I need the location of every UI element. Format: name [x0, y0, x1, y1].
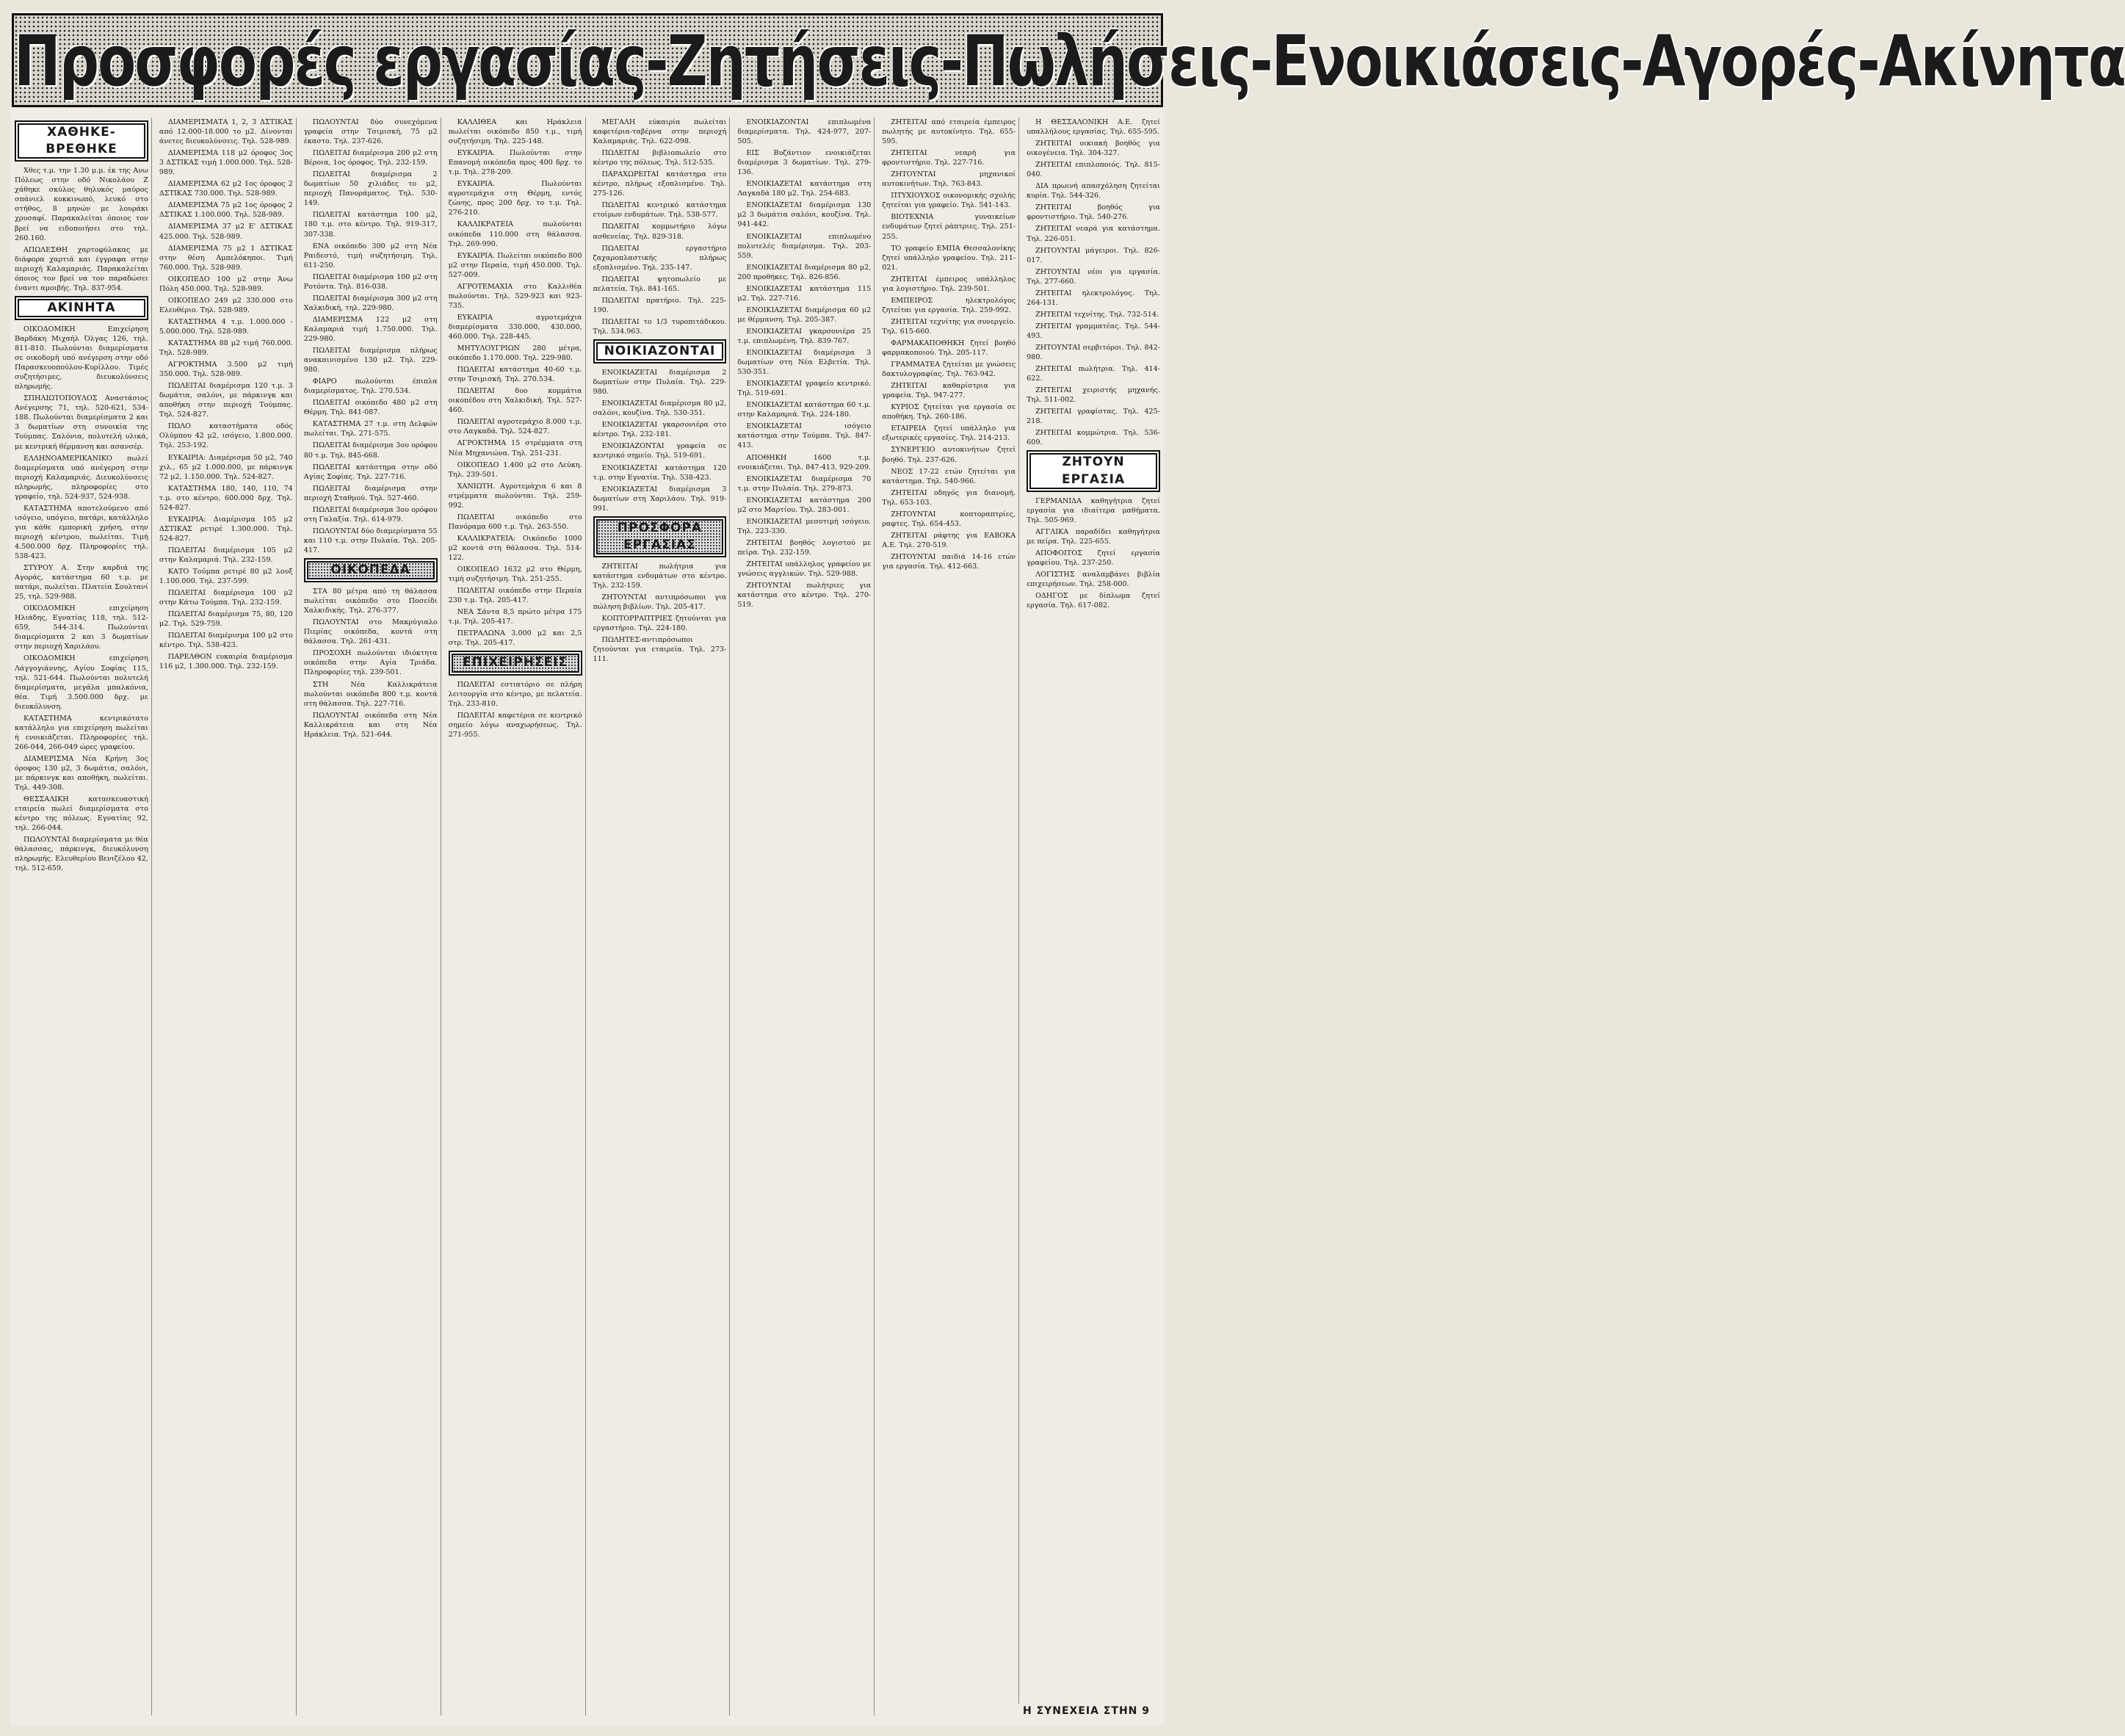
- classified-ad: ΠΩΛΕΙΤΑΙ βιβλιοπωλείο στο κέντρο της πόλεως. Τηλ. 512-535.: [593, 149, 727, 167]
- classified-ad: ΔΙΑΜΕΡΙΣΜΑ 122 μ2 στη Καλαμαριά τιμή 1.750.000. Τηλ. 229-980.: [303, 315, 438, 343]
- classified-ad: ΖΗΤΟΥΝΤΑΙ μηχανικοί αυτοκινήτων. Τηλ. 763-843.: [882, 170, 1016, 189]
- classified-ad: ΠΩΛΕΙΤΑΙ διαμέρισμα 200 μ2 στη Βέροια, 1ος όροφος. Τηλ. 232-159.: [303, 149, 438, 167]
- classified-ad: ΕΥΚΑΙΡΙΑ: Διαμέρισμα 105 μ2 ΔΣΤΙΚΑΣ ρετιρέ 1.300.000. Τηλ. 524-827.: [159, 515, 293, 543]
- classified-ad: ΑΓΓΛΙΚΑ παραδίδει καθηγήτρια με πείρα. Τηλ. 225-655.: [1027, 527, 1160, 546]
- classified-ad: ΠΩΛΕΙΤΑΙ διαμέρισμα 3ου ορόφου 80 τ.μ. Τηλ. 845-668.: [303, 441, 438, 460]
- classified-ad: ΠΩΛΕΙΤΑΙ δυο κομμάτια οικοπέδου στη Χαλκιδική. Τηλ. 527-460.: [448, 387, 582, 415]
- column-5: [590, 117, 731, 1715]
- classified-ad: ΕΥΚΑΙΡΙΑ. Πωλούνται αγροτεμάχια στη Θέρμη, εντός ζώνης, προς 200 δρχ. το τ.μ. Τηλ. 276-210.: [448, 180, 582, 217]
- classified-ad: ΖΗΤΟΥΝΤΑΙ παιδιά 14-16 ετών για εργασία. Τηλ. 412-663.: [882, 552, 1016, 571]
- classified-ad: ΠΩΛΕΙΤΑΙ διαμέρισμα 75, 80, 120 μ2. Τηλ. 529-759.: [159, 610, 293, 629]
- classified-ad: ΣΤΥΡΟΥ Α. Στην καρδιά της Αγοράς, κατάστημα 60 τ.μ. με πατάρι, πωλείται. Πλατεία Σουλτανί 25, τηλ. 529-988.: [15, 564, 148, 601]
- classified-ad: ΠΩΛΕΙΤΑΙ κατάστημα 100 μ2, 180 τ.μ. στο κέντρο. Τηλ. 919-317, 307-338.: [303, 211, 438, 239]
- classified-ad: ΖΗΤΟΥΝΤΑΙ σερβιτόροι. Τηλ. 842-980.: [1027, 343, 1160, 362]
- classified-ad: ΕΝΟΙΚΙΑΖΕΤΑΙ κατάστημα στη Λαγκαδά 180 μ2. Τηλ. 254-683.: [737, 180, 872, 198]
- classified-ad: ΝΕΟΣ 17-22 ετών ζητείται για κατάστημα. Τηλ. 540-966.: [882, 467, 1016, 485]
- classified-ad: ΟΙΚΟΠΕΔΟ 100 μ2 στην Άνω Πόλη 450.000. Τηλ. 528-989.: [159, 275, 293, 293]
- classified-ad: ΖΗΤΟΥΝΤΑΙ αντιπρόσωποι για πώληση βιβλίων. Τηλ. 205-417.: [593, 593, 727, 612]
- classified-ad: ΑΠΩΛΕΣΘΗ χαρτοφύλακας με διάφορα χαρτιά και έγγραφα στην περιοχή Καλαμαριάς. Παρακαλείται όποιος τον βρεί να τον παραδώσει έναντι αμοιβής. Τηλ. 837-954.: [15, 245, 148, 292]
- classified-ad: ΚΑΤΑΣΤΗΜΑ 180, 140, 110, 74 τ.μ. στο κέντρο, 600.000 δρχ. Τηλ. 524-827.: [159, 484, 293, 512]
- classified-ad: Η ΘΕΣΣΑΛΟΝΙΚΗ Α.Ε. ζητεί υπαλλήλους εργασίας. Τηλ. 655-595.: [1027, 118, 1160, 137]
- classified-ad: ΚΑΤΟ Τούμπα ρετιρέ 80 μ2 λουξ 1.100.000. Τηλ. 237-599.: [159, 568, 293, 586]
- classified-ad: ΠΩΛΕΙΤΑΙ διαμέρισμα στην περιοχή Σταθμού. Τηλ. 527-460.: [303, 484, 438, 502]
- classified-ad: ΖΗΤΟΥΝΤΑΙ πωλήτριες για κατάστημα στο κέντρο. Τηλ. 270-519.: [737, 582, 872, 610]
- classified-ad: ΖΗΤΕΙΤΑΙ οικιακή βοηθός για οικογένεια. Τηλ. 304-327.: [1027, 140, 1160, 158]
- classified-ad: ΕΝΟΙΚΙΑΖΕΤΑΙ διαμέρισμα 80 μ2, σαλόνι, κουζίνα. Τηλ. 530-351.: [593, 399, 727, 418]
- classified-ad: ΟΙΚΟΠΕΔΟ 1632 μ2 στο Θέρμη, τιμή συζητήσιμη. Τηλ. 251-255.: [448, 565, 582, 584]
- classified-ad: ΕΤΑΙΡΕΙΑ ζητεί υπάλληλο για εξωτερικές εργασίες. Τηλ. 214-213.: [882, 424, 1016, 443]
- classified-ad: ΚΟΠΤΟΡΡΑΠΤΡΙΕΣ ζητούνται για εργαστήριο. Τηλ. 224-180.: [593, 615, 727, 633]
- classified-ad: ΟΙΚΟΔΟΜΙΚΗ επιχείρηση Ηλιάδης, Εγνατίας 118, τηλ. 512-659, 544-314. Πωλούνται διαμερίσματα 2 και 3 δωματίων στην περιοχή Χαριλάου.: [15, 604, 148, 651]
- classified-ad: ΧΑΝΙΩΤΗ. Αγροτεμάχια 6 και 8 στρέμματα πωλούνται. Τηλ. 259-992.: [448, 482, 582, 510]
- classified-ad: ΠΩΛΟΥΝΤΑΙ οικόπεδα στη Νέα Καλλικράτεια και στη Νέα Ηράκλεια. Τηλ. 521-644.: [303, 711, 438, 739]
- classified-ad: ΖΗΤΕΙΤΑΙ επιπλοποιός. Τηλ. 815-040.: [1027, 161, 1160, 179]
- classified-ad: ΟΙΚΟΔΟΜΙΚΗ επιχείρηση Λάγγογιάννης, Αγίου Σοφίας 115, τηλ. 521-644. Πωλούνται πολυτελή διαμερίσματα, μεγάλα μπαλκόνια, θέα. Τιμή 3.500.000 δρχ. με διευκόλυνση.: [15, 654, 148, 711]
- classified-ad: ΖΗΤΕΙΤΑΙ ράφτης για ΕΑΒΟΚΑ Α.Ε. Τηλ. 270-519.: [882, 531, 1016, 549]
- classified-ad: ΠΩΛΕΙΤΑΙ διαμέρισμα πλήρως ανακαινισμένο 130 μ2. Τηλ. 229-980.: [303, 347, 438, 375]
- classified-ad: ΠΩΛΕΙΤΑΙ διαμέρισμα 3ου ορόφου στη Γαλαξία. Τηλ. 614-979.: [303, 505, 438, 524]
- classified-ad: ΛΟΓΙΣΤΗΣ αναλαμβάνει βιβλία επιχειρήσεων. Τηλ. 258-000.: [1027, 571, 1160, 589]
- classified-ad: ΠΩΛΕΙΤΑΙ οικόπεδο στην Περαία 230 τ.μ. Τηλ. 205-417.: [448, 587, 582, 605]
- classified-ad: ΠΩΛΕΙΤΑΙ αγροτεμάχιο 8.000 τ.μ. στο Λαγκαδά. Τηλ. 524-827.: [448, 418, 582, 436]
- classified-ad: ΕΝΟΙΚΙΑΖΕΤΑΙ διαμέρισμα 70 τ.μ. στην Πυλαία. Τηλ. 279-873.: [737, 474, 872, 493]
- classified-ad: ΑΠΟΦΟΙΤΟΣ ζητεί εργασία γραφείου. Τηλ. 237-250.: [1027, 549, 1160, 567]
- classified-ad: ΚΑΛΛΙΚΡΑΤΕΙΑ πωλούνται οικόπεδα 110.000 στη θάλασσα. Τηλ. 269-990.: [448, 220, 582, 248]
- classified-ad: ΠΩΛΕΙΤΑΙ κομμωτήριο λόγω ασθενείας. Τηλ. 829-318.: [593, 223, 727, 241]
- classified-ad: ΖΗΤΕΙΤΑΙ νεαρή για φροντιστήριο. Τηλ. 227-716.: [882, 149, 1016, 167]
- classified-ad: Χθες τ.μ. την 1.30 μ.μ. έκ της Ανω Πόλεως στην οδό Νικολάου Ζ χάθηκε σκύλος θηλυκός μαύρος σπάνιελ κοκκινωπό, λευκό στο στήθος, 8 μηνών με λουράκι χρυσαφί. Παρακαλείται όποιος τον βρεί να ειδοποιήσει στο τηλ. 260.160.: [15, 167, 148, 242]
- classified-ad: ΔΙΑ πρωινή απασχόληση ζητείται κυρία. Τηλ. 544-326.: [1027, 182, 1160, 200]
- section-header: ΝΟΙΚΙΑΖΟΝΤΑΙ: [593, 339, 727, 364]
- classified-ad: ΖΗΤΕΙΤΑΙ τεχνίτης για συνεργείο. Τηλ. 615-660.: [882, 317, 1016, 336]
- classified-ad: ΔΙΑΜΕΡΙΣΜΑ Νέα Κρήνη 3ος όροφος 130 μ2, 3 δωμάτια, σαλόνι, με πάρκινγκ και αποθήκη, πωλείται. Τηλ. 449-308.: [15, 754, 148, 792]
- classified-ad: ΖΗΤΕΙΤΑΙ κομμώτρια. Τηλ. 536-609.: [1027, 429, 1160, 447]
- classified-ad: ΓΕΡΜΑΝΙΔΑ καθηγήτρια ζητεί εργασία για ιδιαίτερα μαθήματα. Τηλ. 505-969.: [1027, 496, 1160, 524]
- classified-ad: ΕΝΟΙΚΙΑΖΕΤΑΙ διαμέρισμα 3 δωματίων στη Χαριλάου. Τηλ. 919-991.: [593, 485, 727, 513]
- classified-ad: ΕΝΟΙΚΙΑΖΟΝΤΑΙ επιπλωμένα διαμερίσματα. Τηλ. 424-977, 207-505.: [737, 118, 872, 146]
- classified-ad: ΠΩΛΕΙΤΑΙ κατάστημα 40-60 τ.μ. στην Τσιμισκή. Τηλ. 270.534.: [448, 366, 582, 384]
- classified-ad: ΕΝΟΙΚΙΑΖΕΤΑΙ κατάστημα 115 μ2. Τηλ. 227-716.: [737, 284, 872, 303]
- column-3: [301, 117, 441, 1715]
- classified-ad: ΕΝΟΙΚΙΑΖΕΤΑΙ γραφείο κεντρικό. Τηλ. 519-691.: [737, 380, 872, 398]
- classified-ad: ΕΝΑ οικόπεδο 300 μ2 στη Νέα Ραιδεστό, τιμή συζητήσιμη. Τηλ. 611-250.: [303, 242, 438, 270]
- classified-ad: ΖΗΤΕΙΤΑΙ έμπειρος υπάλληλος για λογιστήριο. Τηλ. 239-501.: [882, 275, 1016, 293]
- classified-ad: ΖΗΤΕΙΤΑΙ βοηθός για φροντιστήριο. Τηλ. 540-276.: [1027, 203, 1160, 222]
- classified-ad: ΠΩΛΕΙΤΑΙ διαμέρισμα 105 μ2 στην Καλαμαριά. Τηλ. 232-159.: [159, 546, 293, 564]
- classified-ad: ΠΤΥΧΙΟΥΧΟΣ οικονομικής σχολής ζητείται για γραφείο. Τηλ. 541-143.: [882, 192, 1016, 210]
- classified-ad: ΕΝΟΙΚΙΑΖΕΤΑΙ διαμέρισμα 2 δωματίων στην Πυλαία. Τηλ. 229-980.: [593, 369, 727, 397]
- classified-ad: ΖΗΤΕΙΤΑΙ τεχνίτης. Τηλ. 732-514.: [1035, 310, 1159, 319]
- classified-ad: ΠΩΛΗΤΕΣ-αντιπρόσωποι ζητούνται για εταιρεία. Τηλ. 273-111.: [593, 636, 727, 664]
- classified-ad: ΖΗΤΟΥΝΤΑΙ νέοι για εργασία. Τηλ. 277-660.: [1027, 267, 1160, 286]
- classified-ad: ΕΝΟΙΚΙΑΖΕΤΑΙ διαμέρισμα 60 μ2 με θέρμανση. Τηλ. 205-387.: [737, 305, 872, 324]
- classified-ad: ΚΑΤΑΣΤΗΜΑ 4 τ.μ. 1.000.000 - 5.000.000. Τηλ. 528-989.: [159, 317, 293, 336]
- classified-ad: ΠΩΛΕΙΤΑΙ κεντρικό κατάστημα ετοίμων ενδυμάτων. Τηλ. 538-577.: [593, 201, 727, 220]
- classified-ad: ΠΩΛΕΙΤΑΙ καφετέρια σε κεντρικό σημείο λόγω αναχωρήσεως. Τηλ. 271-955.: [448, 711, 582, 739]
- classified-ad: ΠΩΛΕΙΤΑΙ οικόπεδο στο Πανόραμα 600 τ.μ. Τηλ. 263-550.: [448, 513, 582, 531]
- classified-ad: ΠΑΡΕΛΘΟΝ ευκαιρία διαμέρισμα 116 μ2, 1.300.000. Τηλ. 232-159.: [159, 653, 293, 671]
- section-header: ΕΠΙΧΕΙΡΗΣΕΙΣ: [449, 651, 582, 675]
- classified-ad: ΕΙΣ Βυζάντιον ενοικιάζεται διαμέρισμα 3 δωματίων. Τηλ. 279-136.: [737, 149, 872, 177]
- classified-ad: ΚΑΛΛΙΚΡΑΤΕΙΑ: Οικόπεδο 1000 μ2 κοντά στη θάλασσα. Τηλ. 514-122.: [448, 534, 582, 562]
- classified-ad: ΖΗΤΕΙΤΑΙ βοηθός λογιστού με πείρα. Τηλ. 232-159.: [737, 538, 872, 557]
- classified-ad: ΖΗΤΕΙΤΑΙ από εταιρεία έμπειρος πωλητής με αυτοκίνητο. Τηλ. 655-595.: [882, 118, 1016, 146]
- classified-ad: ΑΠΟΘΗΚΗ 1600 τ.μ. ενοικιάζεται. Τηλ. 847-413, 929-209.: [737, 453, 872, 471]
- column-1: [12, 117, 152, 1715]
- classified-ad: ΠΩΛΟΥΝΤΑΙ δύο διαμερίσματα 55 και 110 τ.μ. στην Πυλαία. Τηλ. 205-417.: [303, 527, 438, 554]
- classified-ad: ΕΝΟΙΚΙΑΖΕΤΑΙ μεσοτιμή ισόγειο. Τηλ. 223-330.: [737, 517, 872, 535]
- classified-ad: ΠΩΛΕΙΤΑΙ διαμέρισμα 100 μ2 στο κέντρο. Τηλ. 538-423.: [159, 632, 293, 650]
- classified-ad: ΔΙΑΜΕΡΙΣΜΑ 62 μ2 1ος όροφος 2 ΔΣΤΙΚΑΣ 730.000. Τηλ. 528-989.: [159, 180, 293, 198]
- classified-ad: ΑΓΡΟΚΤΗΜΑ 3.500 μ2 τιμή 350.000. Τηλ. 528-989.: [159, 361, 293, 379]
- classified-ad: ΖΗΤΕΙΤΑΙ χειριστής μηχανής. Τηλ. 511-002.: [1027, 386, 1160, 405]
- classified-ad: ΠΩΛΕΙΤΑΙ πρατήριο. Τηλ. 225-190.: [593, 296, 727, 314]
- classified-ad: ΦΙΑΡΟ πωλούνται έπιπλα διαμερίσματος. Τηλ. 270.534.: [303, 377, 438, 396]
- classified-ad: ΕΝΟΙΚΙΑΖΕΤΑΙ διαμέρισμα 80 μ2, 200 προθήκες. Τηλ. 826-856.: [737, 263, 872, 281]
- classified-ad: ΠΩΛΕΙΤΑΙ διαμέρισμα 120 τ.μ. 3 δωμάτια, σαλόνι, με πάρκινγκ και αποθήκη στην περιοχή Τούμπας. Τηλ. 524-827.: [159, 382, 293, 419]
- classified-ad: ΠΩΛΕΙΤΑΙ εστιατόριο σε πλήρη λειτουργία στο κέντρο, με πελατεία. Τηλ. 233-810.: [448, 680, 582, 708]
- classified-ad: ΖΗΤΕΙΤΑΙ οδηγός για διανομή. Τηλ. 653-103.: [882, 488, 1016, 507]
- section-header: ΑΚΙΝΗΤΑ: [15, 296, 148, 320]
- classified-ad: ΠΩΛΕΙΤΑΙ διαμέρισμα 100 μ2 στη Ροτόντα. Τηλ. 816-038.: [303, 272, 438, 291]
- classified-ad: ΖΗΤΕΙΤΑΙ ηλεκτρολόγος. Τηλ. 264-131.: [1027, 289, 1160, 307]
- classified-ad: ΕΝΟΙΚΙΑΖΟΝΤΑΙ γραφεία σε κεντρικό σημείο. Τηλ. 519-691.: [593, 442, 727, 460]
- classified-ad: ΖΗΤΕΙΤΑΙ πωλήτρια για κατάστημα ενδυμάτων στο κέντρο. Τηλ. 232-159.: [593, 562, 727, 590]
- classified-ad: ΕΥΚΑΙΡΙΑ. Πωλούνται στην Επανομή οικόπεδα προς 400 δρχ. το τ.μ. Τηλ. 278-209.: [448, 149, 582, 177]
- classified-ad: ΖΗΤΟΥΝΤΑΙ κοπτοραπτρίες, ραφτες. Τηλ. 654-453.: [882, 510, 1016, 528]
- classified-ad: ΔΙΑΜΕΡΙΣΜΑ 118 μ2 όροφος 3ος 3 ΔΣΤΙΚΑΣ τιμή 1.000.000. Τηλ. 528-989.: [159, 149, 293, 177]
- classified-ad: ΚΑΤΑΣΤΗΜΑ 88 μ2 τιμή 760.000. Τηλ. 528-989.: [159, 339, 293, 358]
- section-header: ΟΙΚΟΠΕΔΑ: [304, 558, 438, 582]
- classified-ad: ΠΩΛΕΙΤΑΙ το 1/3 τυροπιτάδικου. Τηλ. 534.963.: [593, 317, 727, 336]
- classified-ad: ΠΩΛΕΙΤΑΙ διαμέρισμα 2 δωματίων 50 χιλιάδες το μ2, περιοχή Πανοράματος. Τηλ. 530-149.: [303, 170, 438, 208]
- classified-ad: ΑΓΡΟΚΤΗΜΑ 15 στρέμματα στη Νέα Μηχανιώνα. Τηλ. 251-231.: [448, 439, 582, 457]
- classified-ad: ΠΡΟΣΟΧΗ πωλούνται ιδιόκτητα οικόπεδα στην Αγία Τριάδα. Πληροφορίες τηλ. 239-501.: [303, 649, 438, 677]
- classified-ad: ΕΥΚΑΙΡΙΑ: Διαμέρισμα 50 μ2, 740 χιλ., 65 μ2 1.000.000, με πάρκινγκ 72 μ2, 1.150.000. Τηλ. 524-827.: [159, 453, 293, 481]
- classified-ad: ΦΑΡΜΑΚΑΠΟΘΗΚΗ ζητεί βοηθό φαρμακοποιού. Τηλ. 205-117.: [882, 339, 1016, 358]
- classifieds-columns: [12, 117, 1163, 1715]
- classified-ad: ΕΝΟΙΚΙΑΖΕΤΑΙ διαμέρισμα 3 δωματίων στη Νέα Ελβετία. Τηλ. 530-351.: [737, 349, 872, 377]
- classified-ad: ΕΝΟΙΚΙΑΖΕΤΑΙ γκαρσονιέρα στο κέντρο. Τηλ. 232-181.: [593, 421, 727, 439]
- classified-ad: ΟΙΚΟΠΕΔΟ 1.400 μ2 στο Λεύκη. Τηλ. 239-501.: [448, 460, 582, 479]
- classified-ad: ΕΥΚΑΙΡΙΑ. Πωλείται οικόπεδο 800 μ2 στην Περαία, τιμή 450.000. Τηλ. 527-009.: [448, 251, 582, 279]
- column-6: [734, 117, 875, 1715]
- column-7: [879, 117, 1019, 1715]
- classified-ad: ΠΩΛΟΥΝΤΑΙ στο Μακρύγιαλο Πιερίας οικόπεδα, κοντά στη θάλασσα. Τηλ. 261-431.: [303, 618, 438, 646]
- classified-ad: ΖΗΤΕΙΤΑΙ υπάλληλος γραφείου με γνώσεις αγγλικών. Τηλ. 529-988.: [737, 560, 872, 579]
- section-header: ΧΑΘΗΚΕ-ΒΡΕΘΗΚΕ: [15, 120, 148, 162]
- classified-ad: ΕΝΟΙΚΙΑΖΕΤΑΙ διαμέρισμα 130 μ2 3 δωμάτια σαλόνι, κουζίνα. Τηλ. 941-442.: [737, 201, 872, 229]
- classified-ad: ΕΝΟΙΚΙΑΖΕΤΑΙ κατάστημα 120 τ.μ. στην Εγνατία. Τηλ. 538-423.: [593, 463, 727, 482]
- classified-ad: ΕΝΟΙΚΙΑΖΕΤΑΙ ισόγειο κατάστημα στην Τούμπα. Τηλ. 847-413.: [737, 422, 872, 450]
- classified-ad: ΔΙΑΜΕΡΙΣΜΑΤΑ 1, 2, 3 ΔΣΤΙΚΑΣ από 12.000-18.000 το μ2. Δίνονται άνετες διευκολύνσεις. Τηλ. 528-989.: [159, 118, 293, 146]
- classified-ad: ΝΕΑ Σάντα 8,5 πρώτο μέτρα 175 τ.μ. Τηλ. 205-417.: [448, 608, 582, 626]
- classified-ad: ΠΩΛΕΙΤΑΙ οικόπεδο 480 μ2 στη Θέρμη. Τηλ. 841-087.: [303, 399, 438, 417]
- classified-ad: ΚΑΤΑΣΤΗΜΑ κεντρικότατο κατάλληλο για επιχείρηση πωλείται ή ενοικιάζεται. Πληροφορίες τηλ. 266-044, 266-049 ώρες γραφείου.: [15, 714, 148, 751]
- classified-ad: ΣΤΗ Νέα Καλλικράτεια πωλούνται οικόπεδα 800 τ.μ. κοντά στη θάλασσα. Τηλ. 227-716.: [303, 680, 438, 708]
- classified-ad: ΓΡΑΜΜΑΤΕΑ ζητείται με γνώσεις δακτυλογραφίας. Τηλ. 763-942.: [882, 361, 1016, 379]
- classified-ad: ΔΙΑΜΕΡΙΣΜΑ 75 μ2 1 ΔΣΤΙΚΑΣ στην θέση Αμπελόκηποι. Τιμή 760.000. Τηλ. 528-989.: [159, 244, 293, 272]
- classified-ad: ΠΩΛΕΙΤΑΙ κατάστημα στην οδό Αγίας Σοφίας. Τηλ. 227-716.: [303, 463, 438, 481]
- classified-ad: ΔΙΑΜΕΡΙΣΜΑ 75 μ2 1ος όροφος 2 ΔΣΤΙΚΑΣ 1.100.000. Τηλ. 528-989.: [159, 201, 293, 220]
- classified-ad: ΖΗΤΕΙΤΑΙ νεαρά για κατάστημα. Τηλ. 226-051.: [1027, 225, 1160, 243]
- classified-ad: ΔΙΑΜΕΡΙΣΜΑ 37 μ2 Ε' ΔΣΤΙΚΑΣ 425.000. Τηλ. 528-989.: [159, 223, 293, 241]
- classifieds-banner: [12, 13, 2125, 107]
- classified-ad: ΣΠΗΛΙΩΤΟΠΟΥΛΟΣ Αναστάσιος Ανέγερσης 71, τηλ. 520-621, 534-188. Πωλούνται διαμερίσματα 2 και 3 δωματίων στη συνοικία της Τούμπας. Σαλόνια, πολυτελή υλικά, με κεντρική θέρμανση και ασανσέρ.: [15, 394, 148, 451]
- section-header: ΠΡΟΣΦΟΡΑ ΕΡΓΑΣΙΑΣ: [593, 516, 727, 557]
- classified-ad: ΕΝΟΙΚΙΑΖΕΤΑΙ κατάστημα 200 μ2 στο Μαρτίου. Τηλ. 283-001.: [737, 496, 872, 514]
- classified-ad: ΚΑΛΛΙΘΕΑ και Ηράκλεια πωλείται οικόπεδο 850 τ.μ., τιμή συζητήσιμη. Τηλ. 225-148.: [448, 118, 582, 146]
- classified-ad: ΕΝΟΙΚΙΑΖΕΤΑΙ γκαρσονιέρα 25 τ.μ. επιπλωμένη. Τηλ. 839-767.: [737, 327, 872, 345]
- classified-ad: ΜΕΓΑΛΗ εύκαιρία πωλείται καφετέρια-ταβέρνα στην περιοχή Καλαμαριάς. Τηλ. 622-098.: [593, 118, 727, 146]
- classified-ad: ΖΗΤΕΙΤΑΙ γραφίστας. Τηλ. 425-218.: [1027, 408, 1160, 426]
- classified-ad: ΕΥΚΑΙΡΙΑ αγροτεμάχια διαμερίσματα 330.000, 430.000, 460.000. Τηλ. 228-445.: [448, 313, 582, 341]
- classified-ad: ΖΗΤΕΙΤΑΙ πωλήτρια. Τηλ. 414-622.: [1027, 365, 1160, 383]
- classified-ad: ΠΕΤΡΑΛΩΝΑ 3.000 μ2 και 2,5 στρ. Τηλ. 205-417.: [448, 629, 582, 648]
- classified-ad: ΠΩΛΟΥΝΤΑΙ δύο συνεχόμενα γραφεία στην Τσιμισκή, 75 μ2 έκαστο. Τηλ. 237-626.: [303, 118, 438, 146]
- classified-ad: ΚΑΤΑΣΤΗΜΑ 27 τ.μ. στη Δελφών πωλείται. Τηλ. 271-575.: [303, 420, 438, 438]
- classified-ad: ΑΓΡΟΤΕΜΑΧΙΑ στο Καλλιθέα πωλούνται. Τηλ. 529-923 και 923-735.: [448, 282, 582, 310]
- classified-ad: ΠΑΡΑΧΩΡΕΙΤΑΙ κατάστημα στο κέντρο, πλήρως εξοπλισμένο. Τηλ. 275-126.: [593, 170, 727, 198]
- classified-ad: ΣΤΑ 80 μέτρα από τη θάλασσα πωλείται οικόπεδο στο Ποσείδι Χαλκιδικής. Τηλ. 276-377.: [303, 587, 438, 615]
- column-4: [446, 117, 586, 1715]
- classified-ad: ΚΑΤΑΣΤΗΜΑ αποτελούμενο από ισόγειο, υπόγειο, πατάρι, κατάλληλο για κάθε εμπορική χρήση, στην περιοχή κέντρου, πωλείται. Τιμή 4.500.000 δρχ. Πληροφορίες τηλ. 538-423.: [15, 504, 148, 561]
- classified-ad: ΠΩΛΕΙΤΑΙ εργαστήριο ζαχαροπλαστικής πλήρως εξοπλισμένο. Τηλ. 235-147.: [593, 244, 727, 272]
- classified-ad: ΟΙΚΟΠΕΔΟ 249 μ2 330.000 στο Ελευθέριο. Τηλ. 528-989.: [159, 296, 293, 314]
- classified-ad: ΖΗΤΕΙΤΑΙ γραμματέας. Τηλ. 544-493.: [1027, 322, 1160, 340]
- classified-ad: ΖΗΤΕΙΤΑΙ καθαρίστρια για γραφεία. Τηλ. 947-277.: [882, 382, 1016, 400]
- classified-ad: ΚΥΡΙΟΣ ζητείται για εργασία σε αποθήκη. Τηλ. 260-186.: [882, 403, 1016, 422]
- classified-ad: ΘΕΣΣΑΛΙΚΗ κατασκευαστική εταιρεία πωλεί διαμερίσματα στο κέντρο της πόλεως. Εγνατίας 92, τηλ. 266-044.: [15, 795, 148, 833]
- classified-ad: ΕΝΟΙΚΙΑΖΕΤΑΙ επιπλωμένο πολυτελές διαμέρισμα. Τηλ. 203-559.: [737, 232, 872, 260]
- classified-ad: ΟΔΗΓΟΣ με δίπλωμα ζητεί εργασία. Τηλ. 617-082.: [1027, 592, 1160, 610]
- classified-ad: ΠΩΛΕΙΤΑΙ διαμέρισμα 100 μ2 στην Κάτω Τούμπα. Τηλ. 232-159.: [159, 589, 293, 607]
- classified-ad: ΖΗΤΟΥΝΤΑΙ μάγειροι. Τηλ. 826-017.: [1027, 246, 1160, 264]
- column-2: [156, 117, 297, 1715]
- continuation-note: Η ΣΥΝΕΧΕΙΑ ΣΤΗΝ 9: [1018, 1704, 1154, 1718]
- classified-ad: ΤΟ γραφείο ΕΜΠΑ Θεσσαλονίκης ζητεί υπάλληλο γραφείου. Τηλ. 211-021.: [882, 244, 1016, 272]
- classified-ad: ΠΩΛΕΙΤΑΙ διαμέρισμα 300 μ2 στη Χαλκιδική, τηλ. 229-980.: [303, 294, 438, 312]
- classified-ad: ΠΩΛΟ καταστήματα οδός Ολύμπου 42 μ2, ισόγειο, 1.800.000. Τηλ. 253-192.: [159, 422, 293, 450]
- classified-ad: ΣΥΝΕΡΓΕΙΟ αυτοκινήτων ζητεί βοηθό. Τηλ. 237-626.: [882, 446, 1016, 464]
- classified-ad: ΕΝΟΙΚΙΑΖΕΤΑΙ κατάστημα 60 τ.μ. στην Καλαμαριά. Τηλ. 224-180.: [737, 401, 872, 419]
- classified-ad: ΠΩΛΕΙΤΑΙ ψητοπωλείο με πελατεία. Τηλ. 841-165.: [593, 275, 727, 293]
- classified-ad: ΠΩΛΟΥΝΤΑΙ διαμερίσματα με θέα θάλασσας, πάρκινγκ, διευκόλυνση πληρωμής. Ελευθερίου Βενιζέλου 42, τηλ. 512-659.: [15, 836, 148, 873]
- column-8: [1024, 117, 1163, 1715]
- banner-title: Προσφορές εργασίας-Ζητήσεις-Πωλήσεις-Ενοικιάσεις-Αγορές-Ακίνητα: [14, 20, 2125, 102]
- classified-ad: ΒΙΟΤΕΧΝΙΑ γυναικείων ενδυμάτων ζητεί ράπτριες. Τηλ. 251-255.: [882, 213, 1016, 241]
- classified-ad: ΕΜΠΕΙΡΟΣ ηλεκτρολόγος ζητείται για εργασία. Τηλ. 259-992.: [882, 296, 1016, 314]
- classified-ad: ΜΗΤΥΛΟΥΓΡΙΩΝ 280 μέτρα, οικόπεδο 1.170.000. Τηλ. 229-980.: [448, 344, 582, 363]
- classified-ad: ΕΛΛΗΝΟΑΜΕΡΙΚΑΝΙΚΟ πωλεί διαμερίσματα υπό ανέγερση στην περιοχή Καλαμαριάς. Διευκολύνσεις πληρωμής, πληροφορίες στο γραφείο, τηλ. 524-937, 524-938.: [15, 454, 148, 501]
- section-header: ΖΗΤΟΥΝ ΕΡΓΑΣΙΑ: [1027, 450, 1160, 491]
- classified-ad: ΟΙΚΟΔΟΜΙΚΗ Επιχείρηση Βαρδάκη Μιχαήλ Όλγας 126, τηλ. 811-810. Πωλούνται διαμερίσματα σε οικοδομή υπό ανέγερση στην οδό Παρασκευοπούλου-Κυρίλλου. Τιμές συζητήσιμες, διευκολύνσεις πληρωμής.: [15, 325, 148, 391]
